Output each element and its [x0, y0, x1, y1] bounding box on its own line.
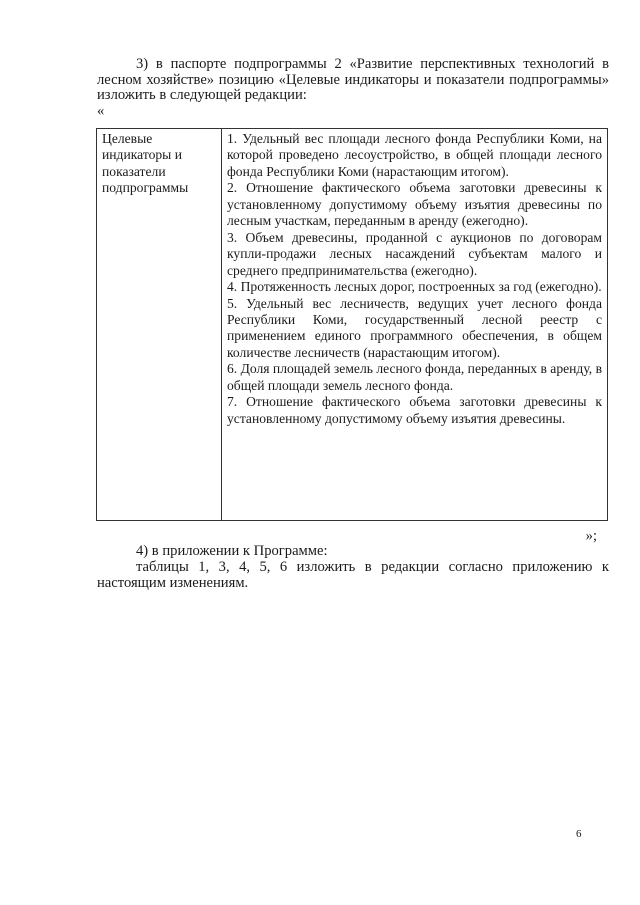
table-row: [97, 129, 608, 521]
indicator-item-1: 1. Удельный вес площади лесного фонда Республики Коми, на которой проведено лесоустройство, в общей площади лесного фонда Республики Коми (нарастающим итогом).: [227, 131, 602, 179]
opening-quote: «: [97, 103, 105, 119]
intro-paragraph: 3) в паспорте подпрограммы 2 «Развитие перспективных технологий в лесном хозяйстве» позицию «Целевые индикаторы и показатели подпрограммы» изложить в следующей редакции:: [97, 56, 609, 103]
page-number: 6: [576, 828, 582, 840]
indicator-item-6: 6. Доля площадей земель лесного фонда, переданных в аренду, в общей площади земель лесного фонда.: [227, 361, 602, 393]
item-4-paragraph: 4) в приложении к Программе:: [136, 543, 328, 559]
indicator-item-4: 4. Протяженность лесных дорог, построенных за год (ежегодно).: [227, 279, 602, 295]
table-label-cell: Целевые индикаторы и показатели подпрограммы: [97, 129, 222, 521]
table-items-cell: [222, 129, 608, 521]
tables-paragraph: таблицы 1, 3, 4, 5, 6 изложить в редакции согласно приложению к настоящим изменениям.: [97, 559, 609, 591]
indicator-item-2: 2. Отношение фактического объема заготовки древесины к установленному допустимому объему изъятия древесины по лесным участкам, переданным в аренду (ежегодно).: [227, 180, 602, 229]
indicator-item-3: 3. Объем древесины, проданной с аукционов по договорам купли-продажи лесных насаждений субъектам малого и среднего предпринимательства (ежегодно).: [227, 229, 602, 278]
indicator-item-7: 7. Отношение фактического объема заготовки древесины к установленному допустимому объему изъятия древесины.: [227, 394, 602, 426]
indicators-table: [96, 128, 608, 521]
closing-quote: »;: [585, 528, 597, 544]
indicator-item-5: 5. Удельный вес лесничеств, ведущих учет лесного фонда Республики Коми, государственный лесной реестр с применением единого программного обеспечения, в общем количестве лесничеств (нарастающим итогом).: [227, 295, 602, 360]
